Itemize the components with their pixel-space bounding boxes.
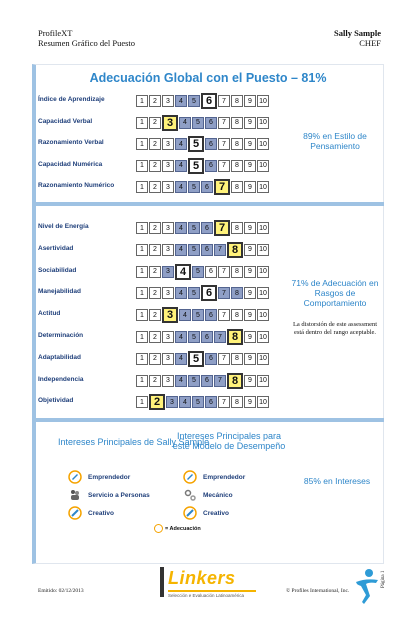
scale-cell: 7 — [214, 375, 226, 387]
entrepreneur-icon — [68, 470, 82, 484]
scale-cell: 8 — [231, 353, 243, 365]
scale-cell: 9 — [244, 287, 256, 299]
scale-cell: 10 — [257, 353, 269, 365]
scale-cell: 9 — [244, 266, 256, 278]
interest-item — [183, 470, 245, 484]
scale-cell: 3 — [162, 331, 174, 343]
profiles-person-icon — [352, 568, 382, 606]
scale-cell: 2 — [149, 181, 161, 193]
score-scale — [136, 264, 269, 280]
score-marker: 3 — [162, 307, 178, 323]
interest-label: Servicio a Personas — [88, 491, 150, 499]
scale-cell: 8 — [231, 117, 243, 129]
section-divider — [36, 202, 384, 206]
scale-cell: 7 — [218, 287, 230, 299]
scale-cell: 10 — [257, 266, 269, 278]
scale-cell: 4 — [175, 244, 187, 256]
creative-icon — [183, 506, 197, 520]
score-scale — [136, 285, 269, 301]
scale-cell: 10 — [257, 160, 269, 172]
scale-cell: 6 — [205, 309, 217, 321]
scale-cell: 10 — [257, 287, 269, 299]
scale-cell: 2 — [149, 309, 161, 321]
scale-cell: 4 — [175, 95, 187, 107]
scale-cell: 4 — [179, 309, 191, 321]
scale-cell: 4 — [175, 138, 187, 150]
model-interests-title: Intereses Principales para este Modelo de Desempeño — [172, 431, 286, 451]
scale-cell: 1 — [136, 375, 148, 387]
scale-cell: 8 — [231, 181, 243, 193]
scale-cell: 7 — [218, 160, 230, 172]
score-marker: 8 — [227, 373, 243, 389]
score-scale — [136, 351, 269, 367]
scale-cell: 3 — [162, 266, 174, 278]
trait-label: Asertividad — [38, 244, 74, 252]
scale-cell: 1 — [136, 160, 148, 172]
scale-cell: 7 — [214, 331, 226, 343]
score-scale — [136, 115, 269, 131]
scale-cell: 7 — [218, 353, 230, 365]
interest-item — [68, 470, 130, 484]
scale-cell: 9 — [244, 222, 256, 234]
scale-cell: 2 — [149, 138, 161, 150]
score-scale — [136, 93, 269, 109]
scale-cell: 4 — [175, 331, 187, 343]
score-marker: 3 — [162, 115, 178, 131]
scale-cell: 9 — [244, 95, 256, 107]
page-number: Página 1 — [381, 570, 386, 588]
scale-cell: 9 — [244, 309, 256, 321]
score-marker: 4 — [175, 264, 191, 280]
scale-cell: 7 — [214, 244, 226, 256]
scale-cell: 10 — [257, 138, 269, 150]
scale-cell: 1 — [136, 117, 148, 129]
score-marker: 6 — [201, 93, 217, 109]
scale-cell: 6 — [205, 353, 217, 365]
scale-cell: 3 — [162, 375, 174, 387]
trait-label: Razonamiento Numérico — [38, 182, 115, 189]
scale-cell: 2 — [149, 266, 161, 278]
thinking-summary: 89% en Estilo de Pensamiento — [303, 131, 367, 151]
scale-cell: 2 — [149, 117, 161, 129]
interest-label: Emprendedor — [88, 473, 131, 481]
score-scale — [136, 242, 269, 258]
scale-cell: 1 — [136, 287, 148, 299]
scale-cell: 3 — [162, 244, 174, 256]
logo-mark-icon — [160, 567, 164, 597]
score-marker: 5 — [188, 351, 204, 367]
scale-cell: 5 — [188, 375, 200, 387]
score-marker: 7 — [214, 179, 230, 195]
behavior-summary: 71% de Adecuación en Rasgos de Comportamiento — [291, 278, 379, 308]
scale-cell: 5 — [188, 244, 200, 256]
scale-cell: 10 — [257, 95, 269, 107]
logo-underline — [168, 590, 256, 592]
scale-cell: 5 — [188, 287, 200, 299]
scale-cell: 3 — [162, 287, 174, 299]
creative-icon — [68, 506, 82, 520]
scale-cell: 9 — [244, 138, 256, 150]
scale-cell: 8 — [231, 138, 243, 150]
scale-cell: 5 — [188, 222, 200, 234]
scale-cell: 9 — [244, 181, 256, 193]
scale-cell: 4 — [175, 160, 187, 172]
interests-summary: 85% en Intereses — [303, 476, 371, 486]
trait-label: Capacidad Verbal — [38, 117, 93, 125]
scale-cell: 4 — [179, 117, 191, 129]
trait-label: Sociabilidad — [38, 266, 77, 274]
score-marker: 6 — [201, 285, 217, 301]
scale-cell: 2 — [149, 353, 161, 365]
scale-cell: 1 — [136, 309, 148, 321]
scale-cell: 5 — [188, 181, 200, 193]
copyright: © Profiles International, Inc. — [286, 588, 350, 594]
score-marker: 5 — [188, 158, 204, 174]
scale-cell: 6 — [205, 160, 217, 172]
score-marker: 8 — [227, 329, 243, 345]
scale-cell: 8 — [231, 266, 243, 278]
scale-cell: 1 — [136, 353, 148, 365]
legend-label: = Adecuación — [165, 525, 201, 532]
scale-cell: 8 — [231, 160, 243, 172]
scale-cell: 10 — [257, 222, 269, 234]
scale-cell: 5 — [188, 331, 200, 343]
scale-cell: 3 — [162, 160, 174, 172]
distortion-note: La distorsión de este assessment está dentro del rango aceptable. — [292, 321, 378, 336]
scale-cell: 5 — [188, 95, 200, 107]
legend — [154, 524, 201, 533]
interest-item — [68, 506, 114, 520]
scale-cell: 7 — [218, 396, 230, 408]
scale-cell: 10 — [257, 309, 269, 321]
trait-label: Nivel de Energía — [38, 223, 89, 230]
interest-item — [183, 488, 233, 502]
section-divider — [36, 418, 384, 422]
service-icon — [68, 488, 82, 502]
score-marker: 7 — [214, 220, 230, 236]
scale-cell: 1 — [136, 181, 148, 193]
scale-cell: 4 — [175, 353, 187, 365]
scale-cell: 10 — [257, 375, 269, 387]
score-scale — [136, 179, 269, 195]
score-marker: 5 — [188, 136, 204, 152]
report-subtitle: Resumen Gráfico del Puesto — [38, 38, 136, 48]
scale-cell: 9 — [244, 331, 256, 343]
scale-cell: 9 — [244, 353, 256, 365]
match-marker-icon — [154, 524, 163, 533]
trait-label: Determinación — [38, 332, 84, 339]
scale-cell: 9 — [244, 396, 256, 408]
scale-cell: 2 — [149, 160, 161, 172]
interest-label: Creativo — [88, 509, 115, 517]
scale-cell: 5 — [192, 117, 204, 129]
scale-cell: 8 — [231, 309, 243, 321]
logo-tagline: Selección e Evaluación Latinoamérica — [168, 593, 245, 598]
scale-cell: 5 — [192, 266, 204, 278]
scale-cell: 10 — [257, 331, 269, 343]
entrepreneur-icon — [183, 470, 197, 484]
scale-cell: 3 — [162, 353, 174, 365]
interest-item — [183, 506, 229, 520]
scale-cell: 1 — [136, 244, 148, 256]
trait-label: Adaptabilidad — [38, 353, 81, 361]
scale-cell: 8 — [231, 287, 243, 299]
scale-cell: 2 — [149, 375, 161, 387]
scale-cell: 7 — [218, 117, 230, 129]
scale-cell: 8 — [231, 222, 243, 234]
scale-cell: 2 — [149, 244, 161, 256]
scale-cell: 9 — [244, 117, 256, 129]
trait-label: Manejabilidad — [38, 288, 81, 296]
score-scale — [136, 307, 269, 323]
score-scale — [136, 220, 269, 236]
scale-cell: 4 — [175, 375, 187, 387]
scale-cell: 4 — [179, 396, 191, 408]
scale-cell: 3 — [162, 95, 174, 107]
scale-cell: 7 — [218, 95, 230, 107]
scale-cell: 6 — [201, 375, 213, 387]
scale-cell: 1 — [136, 222, 148, 234]
scale-cell: 1 — [136, 396, 148, 408]
job-role: CHEF — [359, 38, 381, 48]
company-logo: Linkers — [168, 568, 236, 588]
scale-cell: 5 — [192, 309, 204, 321]
scale-cell: 2 — [149, 331, 161, 343]
scale-cell: 8 — [231, 95, 243, 107]
scale-cell: 6 — [205, 117, 217, 129]
scale-cell: 10 — [257, 396, 269, 408]
scale-cell: 3 — [166, 396, 178, 408]
score-scale — [136, 373, 269, 389]
scale-cell: 7 — [218, 266, 230, 278]
scale-cell: 4 — [175, 287, 187, 299]
scale-cell: 6 — [205, 266, 217, 278]
scale-cell: 5 — [192, 396, 204, 408]
scale-cell: 6 — [201, 222, 213, 234]
scale-cell: 7 — [218, 309, 230, 321]
score-scale — [136, 136, 269, 152]
trait-label: Razonamiento Verbal — [38, 139, 104, 146]
scale-cell: 1 — [136, 331, 148, 343]
trait-label: Independencia — [38, 375, 84, 383]
interest-item — [68, 488, 150, 502]
scale-cell: 1 — [136, 138, 148, 150]
trait-label: Actitud — [38, 310, 61, 318]
score-scale — [136, 329, 269, 345]
score-marker: 8 — [227, 242, 243, 258]
score-scale — [136, 158, 269, 174]
interest-label: Emprendedor — [203, 473, 246, 481]
person-interests-title: Intereses Principales de Sally Sample — [58, 437, 210, 447]
scale-cell: 6 — [201, 181, 213, 193]
scale-cell: 4 — [175, 181, 187, 193]
person-name: Sally Sample — [334, 28, 381, 38]
scale-cell: 1 — [136, 266, 148, 278]
interest-label: Mecánico — [203, 491, 233, 499]
scale-cell: 9 — [244, 244, 256, 256]
scale-cell: 2 — [149, 95, 161, 107]
mechanic-icon — [183, 488, 197, 502]
issued-date: Emitido: 02/12/2013 — [38, 588, 84, 594]
scale-cell: 3 — [162, 222, 174, 234]
scale-cell: 10 — [257, 244, 269, 256]
scale-cell: 1 — [136, 95, 148, 107]
scale-cell: 6 — [201, 244, 213, 256]
trait-label: Índice de Aprendizaje — [38, 96, 105, 103]
trait-label: Objetividad — [38, 397, 74, 405]
scale-cell: 10 — [257, 117, 269, 129]
scale-cell: 9 — [244, 160, 256, 172]
scale-cell: 7 — [218, 138, 230, 150]
score-scale — [136, 394, 269, 410]
scale-cell: 6 — [205, 396, 217, 408]
page-title: Adecuación Global con el Puesto – 81% — [89, 71, 327, 85]
score-marker: 2 — [149, 394, 165, 410]
interest-label: Creativo — [203, 509, 230, 517]
scale-cell: 2 — [149, 222, 161, 234]
brand-name: ProfileXT — [38, 28, 73, 38]
scale-cell: 8 — [231, 396, 243, 408]
trait-label: Capacidad Numérica — [38, 160, 103, 168]
scale-cell: 3 — [162, 138, 174, 150]
scale-cell: 9 — [244, 375, 256, 387]
scale-cell: 2 — [149, 287, 161, 299]
scale-cell: 10 — [257, 181, 269, 193]
scale-cell: 4 — [175, 222, 187, 234]
scale-cell: 3 — [162, 181, 174, 193]
scale-cell: 6 — [205, 138, 217, 150]
scale-cell: 6 — [201, 331, 213, 343]
